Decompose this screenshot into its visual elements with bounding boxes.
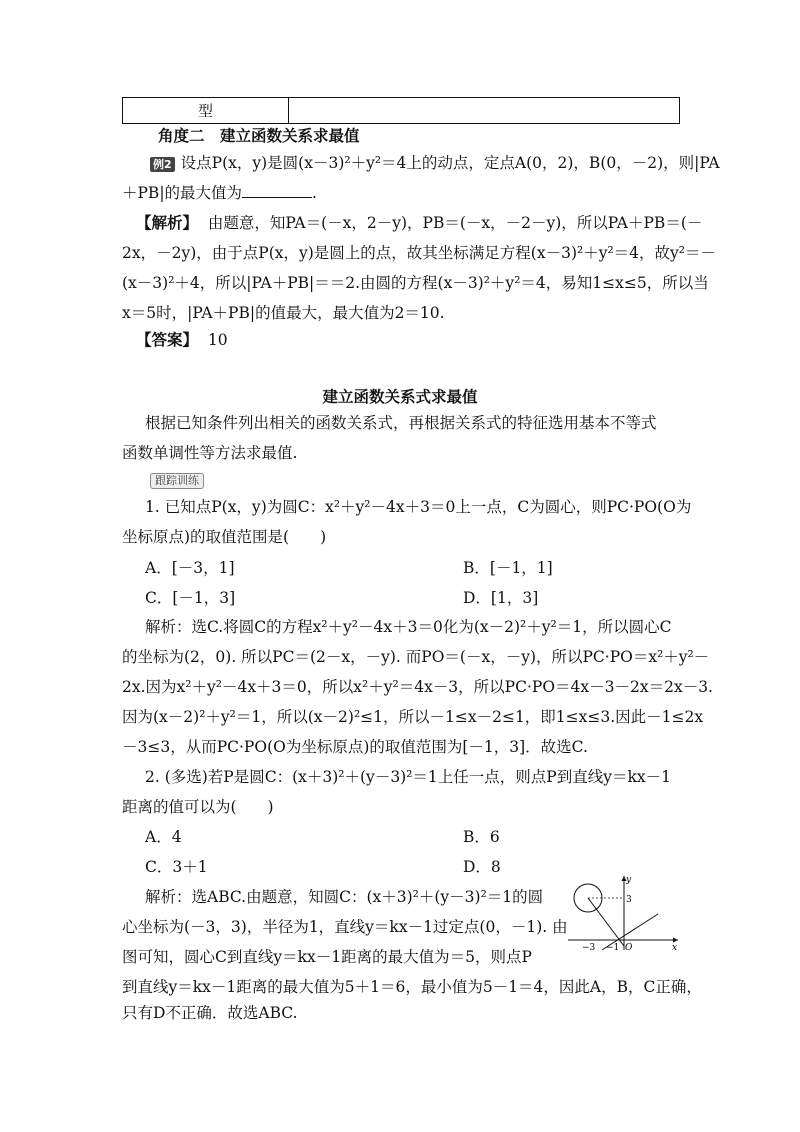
answer-blank xyxy=(242,183,312,198)
solution-text1: 由题意，知PA＝(－x，2－y)，PB＝(－x，－2－y)，所以PA＋PB＝(－ xyxy=(207,214,703,232)
solution-line4: x＝5时，|PA＋PB|的值最大，最大值为2＝10. xyxy=(122,304,445,322)
q2-option-b: B．6 xyxy=(463,828,500,846)
practice-badge-label: 跟踪训练 xyxy=(150,473,204,489)
q1-solution-line1: 解析：选C.将圆C的方程x²＋y²－4x＋3＝0化为(x－2)²＋y²＝1，所以圆心C xyxy=(145,618,672,636)
table-cell-empty xyxy=(289,98,680,124)
y-label: y xyxy=(626,875,632,885)
q2-line2: 距离的值可以为( ) xyxy=(122,798,274,816)
method-line2: 函数单调性等方法求最值. xyxy=(122,444,298,462)
q1-line1: 1. 已知点P(x，y)为圆C：x²＋y²－4x＋3＝0上一点，C为圆心，则PC·PO(O为 xyxy=(145,498,692,516)
table-cell-type: 型 xyxy=(123,98,289,124)
q1-line2: 坐标原点)的取值范围是( ) xyxy=(122,528,327,546)
q2-solution-line2: 心坐标为(－3，3)，半径为1，直线y＝kx－1过定点(0，－1). 由 xyxy=(122,918,568,936)
circle-line-figure xyxy=(562,872,682,952)
solution-label: 【解析】 xyxy=(136,214,199,232)
q2-option-c: C．3＋1 xyxy=(145,858,208,876)
q1-solution-line4: 因为(x－2)²＋y²＝1，所以(x－2)²≤1，所以－1≤x－2≤1，即1≤x≤3.因此－1≤2x xyxy=(122,708,704,726)
q1-option-a: A．[－3，1] xyxy=(145,559,235,577)
q2-option-d: D．8 xyxy=(463,858,501,876)
tick-3: 3 xyxy=(626,895,632,905)
x-label: x xyxy=(672,943,678,952)
q1-solution-line3: 2x.因为x²＋y²－4x＋3＝0，所以x²＋y²＝4x－3，所以PC·PO＝4x－3－2x＝2x－3. xyxy=(122,678,713,696)
solution-line2: 2x，－2y)，由于点P(x，y)是圆上的点，故其坐标满足方程(x－3)²＋y²＝4，故y²＝－ xyxy=(122,244,717,262)
tick-neg3: −3 xyxy=(582,943,596,952)
example-tag: 例2 xyxy=(150,157,175,172)
section-heading-angle2: 角度二 建立函数关系求最值 xyxy=(158,127,360,145)
q1-option-c: C．[－1，3] xyxy=(145,589,236,607)
origin-label: O xyxy=(625,943,633,952)
q1-solution-line5: －3≤3，从而PC·PO(O为坐标原点)的取值范围为[－1，3]．故选C. xyxy=(122,738,588,756)
practice-badge xyxy=(150,470,204,489)
example-question-line1 xyxy=(150,153,720,173)
example-question-text: 设点P(x，y)是圆(x－3)²＋y²＝4上的动点，定点A(0，2)，B(0，－2)，则|PA xyxy=(180,154,720,172)
continuation-table xyxy=(122,97,680,124)
method-line1: 根据已知条件列出相关的函数关系式，再根据关系式的特征选用基本不等式 xyxy=(145,414,657,432)
example-question-text2: ＋PB|的最大值为 xyxy=(122,184,243,202)
q1-solution-line2: 的坐标为(2，0). 所以PC＝(2－x，－y). 而PO＝(－x，－y)，所以PC·PO＝x²＋y²－ xyxy=(122,648,710,666)
x-axis-arrow xyxy=(673,938,678,943)
solution-line1 xyxy=(136,213,702,233)
answer-label: 【答案】 xyxy=(136,331,199,349)
q2-solution-line1: 解析：选ABC.由题意，知圆C：(x＋3)²＋(y－3)²＝1的圆 xyxy=(145,888,544,906)
q2-option-a: A．4 xyxy=(145,828,182,846)
q1-option-d: D．[1，3] xyxy=(463,589,539,607)
solution-line3: (x－3)²＋4，所以|PA＋PB|＝＝2.由圆的方程(x－3)²＋y²＝4，易知1≤x≤5，所以当 xyxy=(122,274,709,292)
q2-solution-line4: 到直线y＝kx－1距离的最大值为5＋1＝6，最小值为5－1＝4，因此A，B，C正确， xyxy=(122,978,702,996)
tick-neg1: −1 xyxy=(606,943,620,952)
q1-option-b: B．[－1，1] xyxy=(463,559,553,577)
q2-solution-line3: 图可知，圆心C到直线y＝kx－1距离的最大值为＝5，则点P xyxy=(122,948,532,966)
answer-line xyxy=(136,330,228,350)
example-question-line2 xyxy=(122,183,317,203)
q2-solution-line5: 只有D不正确．故选ABC. xyxy=(122,1004,298,1022)
answer-value: 10 xyxy=(207,331,228,349)
method-title: 建立函数关系式求最值 xyxy=(322,388,478,406)
period: . xyxy=(312,184,317,202)
q2-line1: 2. (多选)若P是圆C：(x＋3)²＋(y－3)²＝1上任一点，则点P到直线y＝kx－1 xyxy=(145,768,671,786)
